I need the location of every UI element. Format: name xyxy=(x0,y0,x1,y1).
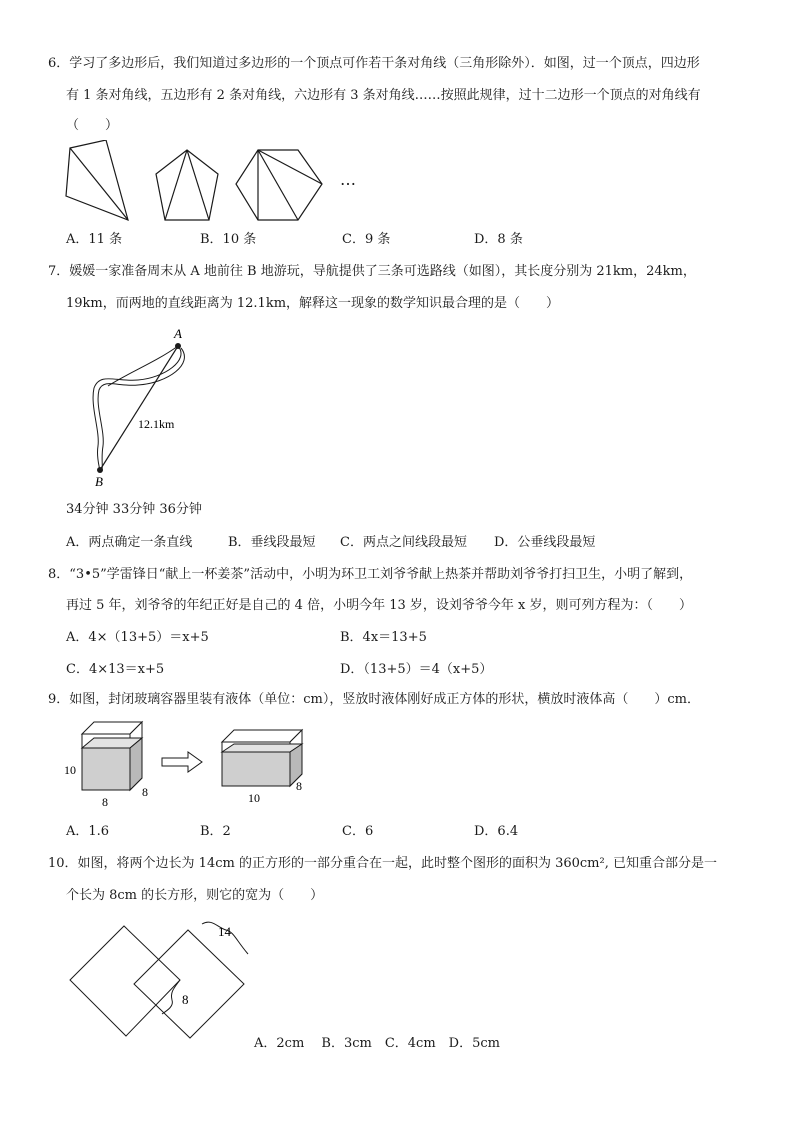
q6-option-c: C．9 条 xyxy=(342,232,391,247)
right-arrow-icon xyxy=(162,752,202,772)
q9-text-line-1: 9．如图，封闭玻璃容器里装有液体（单位：cm），竖放时液体刚好成正方体的形状，横放时液体高（ ）cm． xyxy=(48,692,700,707)
point-b xyxy=(97,467,103,473)
q6-text-line-2: 有 1 条对角线，五边形有 2 条对角线，六边形有 3 条对角线……按照此规律，过十二边形一个顶点的对角线有 xyxy=(66,88,701,103)
overlap-length-label: 8 xyxy=(182,992,189,1007)
q7-option-b: B．垂线段最短 xyxy=(228,535,316,550)
q6-option-a: A．11 条 xyxy=(66,232,123,247)
point-a xyxy=(175,343,181,349)
brace-overlap xyxy=(162,980,180,1014)
q8-text-line-1: 8．“3•5”学雷锋日“献上一杯姜茶”活动中，小明为环卫工刘爷爷献上热茶并帮助刘爷爷打扫卫生，小明了解到， xyxy=(48,567,693,582)
q9-option-a: A．1.6 xyxy=(66,824,110,839)
liquid-left xyxy=(82,748,130,790)
route-path-inner xyxy=(108,346,178,386)
label-b: B xyxy=(95,474,103,489)
label-a: A xyxy=(174,326,182,341)
q10-options: A．2cm B．3cm C．4cm D．5cm xyxy=(254,1036,500,1051)
right-width-label: 10 xyxy=(248,791,260,805)
q6-ellipsis: … xyxy=(340,170,356,189)
left-depth-label: 8 xyxy=(142,785,148,799)
upright-container xyxy=(82,722,142,790)
left-width-label: 8 xyxy=(102,795,108,809)
q8-option-b: B．4x＝13+5 xyxy=(340,630,427,645)
q9-option-c: C．6 xyxy=(342,824,374,839)
square-right xyxy=(134,930,244,1038)
polygons-figure xyxy=(62,140,362,224)
left-height-label: 10 xyxy=(64,763,76,777)
side-length-label: 14 xyxy=(218,924,231,939)
square-left xyxy=(70,926,180,1036)
hexagon-shape xyxy=(236,150,322,220)
q6-text-line-1: 6．学习了多边形后，我们知道过多边形的一个顶点可作若干条对角线（三角形除外）．如图，过一个顶点，四边形 xyxy=(48,56,700,71)
q6-option-d: D．8 条 xyxy=(474,232,523,247)
q10-text-line-1: 10．如图，将两个边长为 14cm 的正方形的一部分重合在一起，此时整个图形的面积为 360cm², 已知重合部分是一 xyxy=(48,856,717,871)
q10-text-line-2: 个长为 8cm 的长方形，则它的宽为（ ） xyxy=(66,888,324,903)
overlapping-squares-figure xyxy=(62,914,262,1046)
q6-option-b: B．10 条 xyxy=(200,232,257,247)
q8-option-c: C．4×13＝x+5 xyxy=(66,662,165,677)
q7-option-c: C．两点之间线段最短 xyxy=(340,535,467,550)
distance-label: 12.1km xyxy=(138,417,175,431)
q7-text-line-1: 7．媛媛一家准备周末从 A 地前往 B 地游玩，导航提供了三条可选路线（如图），其长度分别为 21km，24km， xyxy=(48,264,696,279)
pentagon-shape xyxy=(156,150,218,220)
lying-container xyxy=(222,730,302,786)
q8-option-a: A．4×（13+5）＝x+5 xyxy=(66,630,209,645)
container-figure xyxy=(62,718,312,810)
q7-route-times: 34分钟 33分钟 36分钟 xyxy=(66,502,202,517)
straight-line-ab xyxy=(100,346,178,470)
liquid-right xyxy=(222,752,290,786)
quadrilateral-shape xyxy=(66,140,128,220)
q6-text-line-3: （ ） xyxy=(66,118,119,133)
q9-option-b: B．2 xyxy=(200,824,231,839)
q8-text-line-2: 再过 5 年，刘爷爷的年纪正好是自己的 4 倍，小明今年 13 岁，设刘爷爷今年 x 岁，则可列方程为：（ ） xyxy=(66,598,692,613)
q9-option-d: D．6.4 xyxy=(474,824,519,839)
right-depth-label: 8 xyxy=(296,779,302,793)
route-map-figure xyxy=(86,326,212,490)
q7-text-line-2: 19km，而两地的直线距离为 12.1km，解释这一现象的数学知识最合理的是（ ） xyxy=(66,296,560,311)
q8-option-d: D．（13+5）＝4（x+5） xyxy=(340,662,493,677)
q7-option-a: A．两点确定一条直线 xyxy=(66,535,193,550)
q7-option-d: D．公垂线段最短 xyxy=(494,535,596,550)
